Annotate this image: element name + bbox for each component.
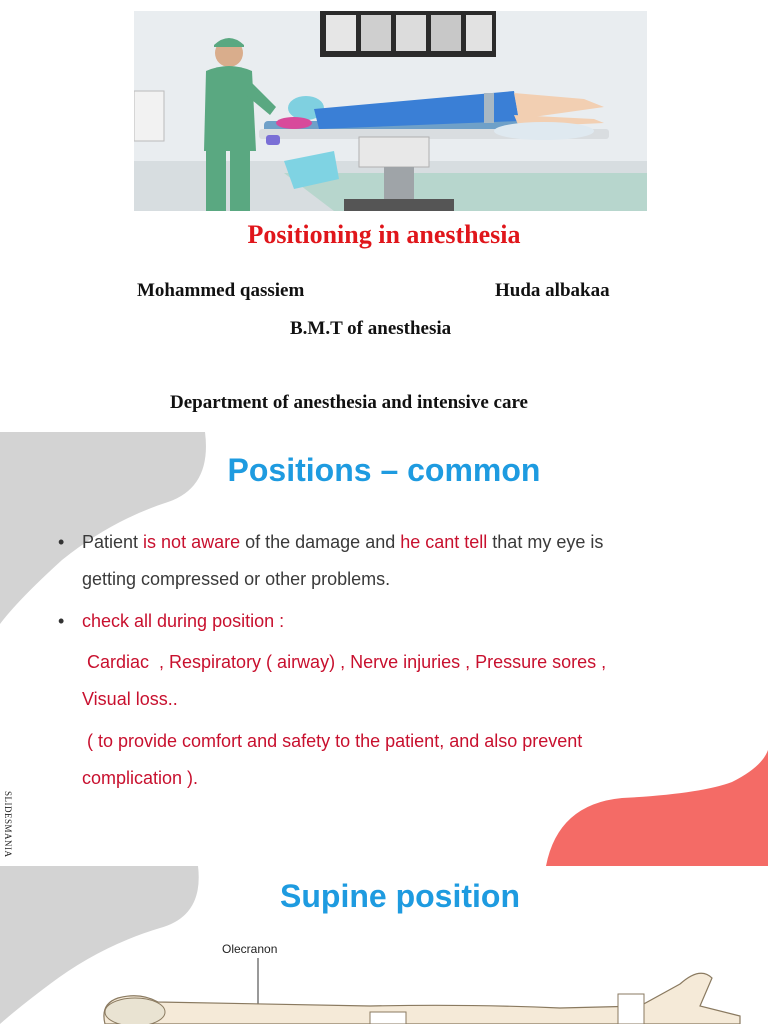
slide-title	[0, 0, 768, 432]
presentation-title: Positioning in anesthesia	[247, 220, 521, 249]
slidesmania-watermark: SLIDESMANIA	[3, 791, 13, 858]
olecranon-label: Olecranon	[222, 942, 278, 956]
decorative-blobs	[0, 432, 768, 866]
operating-room-illustration	[134, 11, 647, 211]
slide-positions-common	[0, 432, 768, 866]
bullet-marker-1: •	[58, 532, 65, 552]
department-line: Department of anesthesia and intensive care	[170, 392, 528, 413]
bullet-2-line-5: complication ).	[82, 768, 199, 788]
author-name-2: Huda albakaa	[495, 280, 610, 301]
bullet-marker-2: •	[58, 611, 65, 631]
bullet-2-line-3: Visual loss..	[82, 689, 178, 709]
bullet-1-line-2: getting compressed or other problems.	[82, 569, 391, 589]
slide-heading: Supine position	[280, 878, 520, 914]
slide-heading: Positions – common	[227, 452, 541, 488]
author-name-1: Mohammed qassiem	[137, 280, 305, 301]
supine-patient-illustration	[0, 866, 768, 1024]
coral-blob	[546, 750, 768, 866]
degree-line: B.M.T of anesthesia	[290, 318, 452, 339]
bullet-2-line-2: Cardiac , Respiratory ( airway) , Nerve injuries , Pressure sores ,	[82, 652, 607, 672]
bullet-2-line-4: ( to provide comfort and safety to the patient, and also prevent	[82, 731, 583, 751]
bullet-1-line-1: Patient is not aware of the damage and he cant tell that my eye is	[82, 532, 604, 552]
slide-supine-position	[0, 866, 768, 1024]
bullet-2-line-1: check all during position :	[82, 611, 285, 631]
